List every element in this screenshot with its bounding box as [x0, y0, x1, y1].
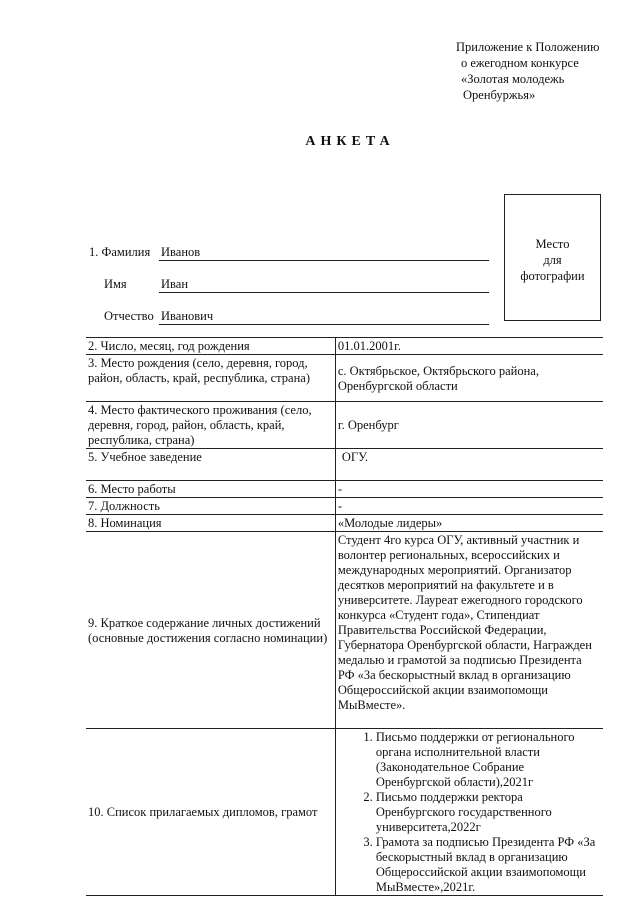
photo-placeholder: [504, 194, 601, 321]
table-row: [86, 449, 603, 481]
patronymic-underline: [159, 324, 489, 325]
row-label: 9. Краткое содержание личных достижений (основные достижения согласно номинации): [86, 532, 335, 729]
patronymic-label: Отчество: [104, 309, 154, 323]
header-line: о ежегодном конкурсе: [461, 56, 579, 70]
header-line: «Золотая молодежь: [461, 72, 565, 86]
table-row: [86, 729, 603, 896]
surname-label: 1. Фамилия: [89, 245, 151, 259]
table-row: [86, 481, 603, 498]
row-value: -: [335, 498, 603, 515]
surname-value: Иванов: [161, 245, 201, 259]
first-name-label: Имя: [104, 277, 127, 291]
row-value: -: [335, 481, 603, 498]
row-label: 6. Место работы: [86, 481, 335, 498]
row-value: ОГУ.: [335, 449, 603, 481]
table-row: [86, 515, 603, 532]
row-value: г. Оренбург: [335, 402, 603, 449]
questionnaire-table: [86, 337, 603, 896]
table-row: [86, 402, 603, 449]
row-label: 5. Учебное заведение: [86, 449, 335, 481]
row-value: [335, 729, 603, 896]
first-name-underline: [159, 292, 489, 293]
header-line: Оренбуржья»: [463, 88, 536, 102]
row-value: Студент 4го курса ОГУ, активный участник и волонтер региональных, всероссийских и международных мероприятий. Организатор десятков мероприятий на факультете и в университете. Лауреат ежегодного городского конкурса «Студент года», Стипендиат Правительства Российской Федерации, Губернатора Оренбургской области, Награжден медалью и грамотой за подписью Президента РФ «За бескорыстный вклад в организацию Общероссийской акции взаимопомощи МыВместе».: [335, 532, 603, 729]
photo-label-line: для: [543, 253, 562, 267]
header-line: Приложение к Положению: [456, 40, 600, 54]
attachments-list: [338, 730, 601, 895]
document-header: [456, 39, 599, 103]
row-value: 01.01.2001г.: [335, 338, 603, 355]
photo-label-line: фотографии: [520, 269, 585, 283]
row-label: 3. Место рождения (село, деревня, город, район, область, край, республика, страна): [86, 355, 335, 402]
table-row: [86, 338, 603, 355]
page-title: АНКЕТА: [305, 134, 395, 149]
row-value: с. Октябрьское, Октябрьского района, Оренбургской области: [335, 355, 603, 402]
row-label: 4. Место фактического проживания (село, деревня, город, район, область, край, республика, страна): [86, 402, 335, 449]
patronymic-value: Иванович: [161, 309, 214, 323]
row-label: 10. Список прилагаемых дипломов, грамот: [86, 729, 335, 896]
list-item: 1. Письмо поддержки от регионального органа исполнительной власти (Законодательное Собрание Оренбургской области),2021г: [376, 730, 601, 790]
table-row: [86, 498, 603, 515]
row-label: 2. Число, месяц, год рождения: [86, 338, 335, 355]
list-item: 3. Грамота за подписью Президента РФ «За бескорыстный вклад в организацию Общероссийской акции взаимопомощи МыВместе»,2021г.: [376, 835, 601, 895]
first-name-value: Иван: [161, 277, 189, 291]
table-row: [86, 532, 603, 729]
list-item: 2. Письмо поддержки ректора Оренбургского государственного университета,2022г: [376, 790, 601, 835]
surname-underline: [159, 260, 489, 261]
row-value: «Молодые лидеры»: [335, 515, 603, 532]
row-label: 8. Номинация: [86, 515, 335, 532]
row-label: 7. Должность: [86, 498, 335, 515]
photo-label-line: Место: [535, 237, 570, 251]
table-row: [86, 355, 603, 402]
